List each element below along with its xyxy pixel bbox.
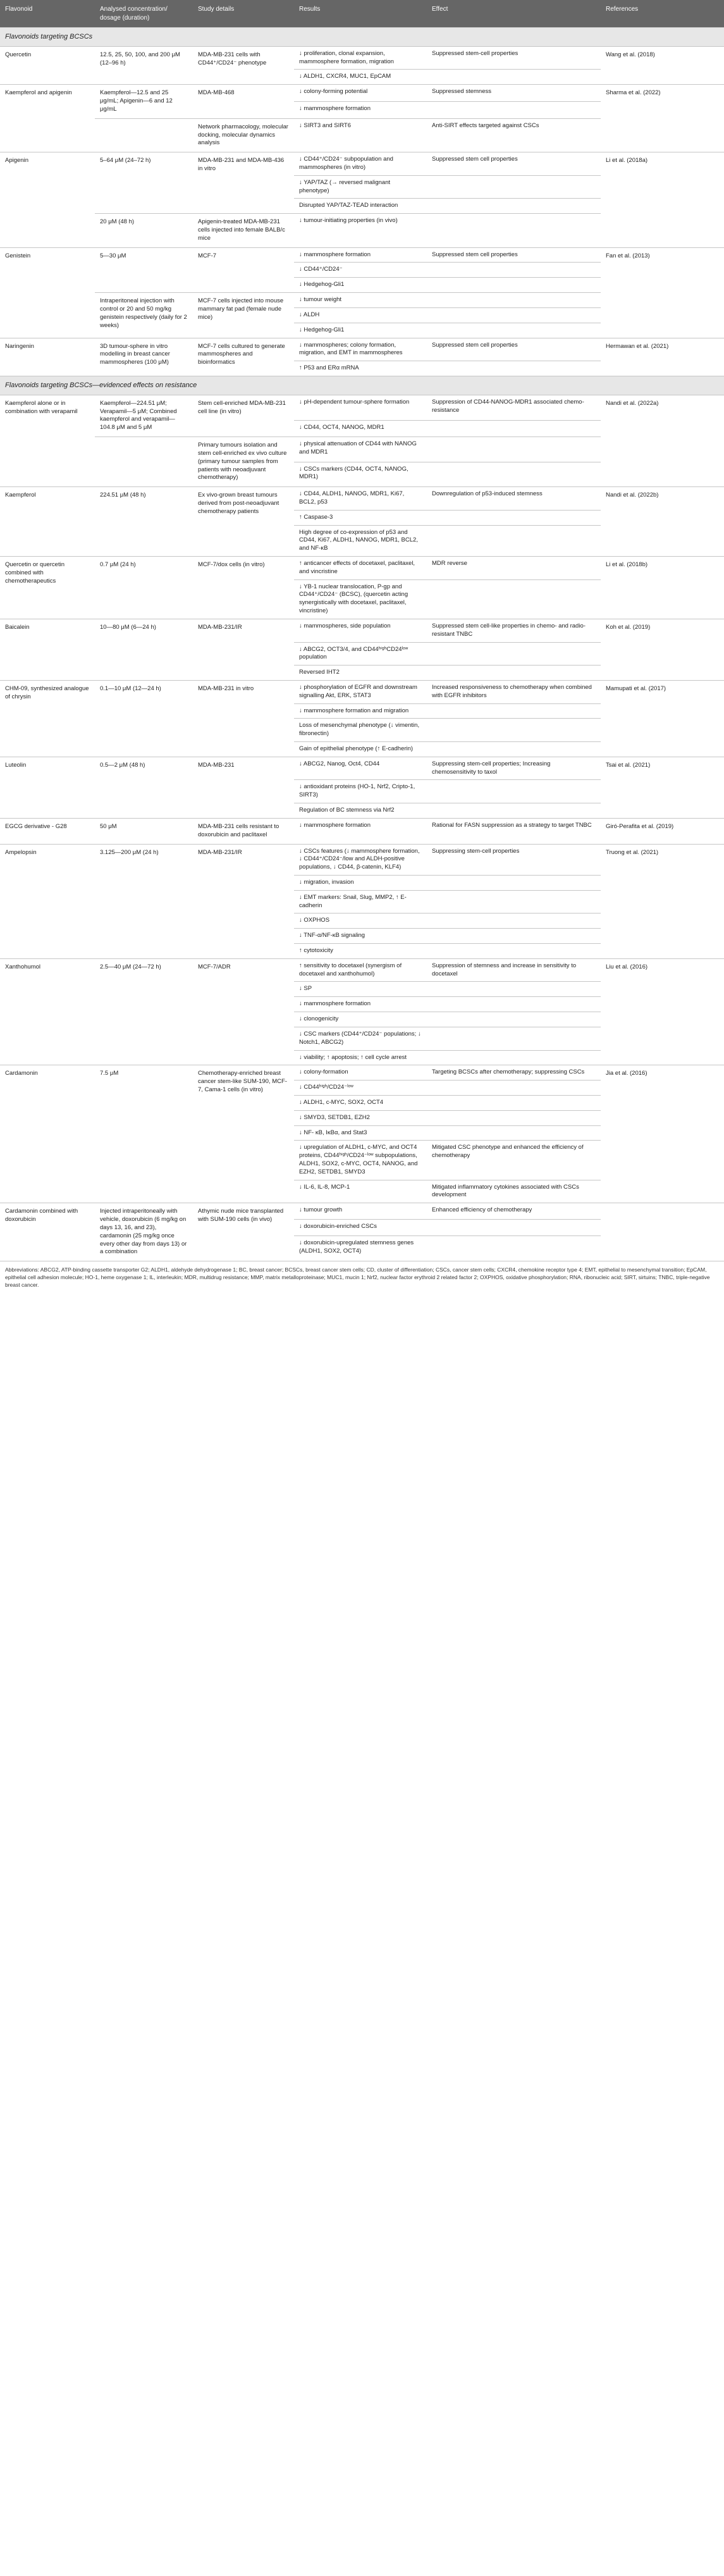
flavonoid-cell: Genistein [0,247,95,338]
concentration-cell: 7.5 μM [95,1065,193,1203]
study-details-cell: Primary tumours isolation and stem cell-enriched ex vivo culture (primary tumour samples from patients with neoadjuvant chemotherapy) [193,437,294,487]
result-cell: ↓ SMYD3, SETDB1, EZH2 [294,1110,427,1125]
flavonoid-cell: Apigenin [0,152,95,248]
concentration-cell [95,437,193,487]
result-cell: ↓ Hedgehog-Gli1 [294,323,427,338]
effect-cell: Enhanced efficiency of chemotherapy [427,1203,601,1220]
concentration-cell: 5—30 μM [95,247,193,292]
table-row [0,1065,724,1081]
study-details-cell: MDA-MB-231 cells resistant to doxorubicin and paclitaxel [193,818,294,844]
header-effect: Effect [427,0,601,28]
result-cell: ↓ mammosphere formation [294,247,427,263]
result-cell: ↓ upregulation of ALDH1, c-MYC, and OCT4 proteins, CD44ʰⁱᵍʰ/CD24⁻ˡᵒʷ subpopulations, ALDH1, SOX2, c-MYC, OCT4, NANOG, and EZH2, SETDB1, SMYD3 [294,1141,427,1180]
effect-cell [427,323,601,338]
effect-cell [427,1095,601,1110]
study-details-cell: MCF-7 cells cultured to generate mammospheres and bioinformatics [193,338,294,376]
reference-cell: Koh et al. (2019) [601,619,724,680]
effect-cell: Suppressing stem-cell properties; Increasing chemosensitivity to taxol [427,757,601,780]
result-cell: ↓ OXPHOS [294,913,427,929]
table-body [0,28,724,1261]
result-cell: ↓ colony-formation [294,1065,427,1081]
section-header-row [0,28,724,47]
concentration-cell: 3D tumour-sphere in vitro modelling in breast cancer mammospheres (100 μM) [95,338,193,376]
effect-cell: Mitigated inflammatory cytokines associated with CSCs development [427,1180,601,1203]
result-cell: ↓ mammosphere formation [294,818,427,844]
result-cell: ↓ doxorubicin-enriched CSCs [294,1220,427,1236]
table-row [0,818,724,844]
table-row [0,844,724,875]
flavonoid-cell: Baicalein [0,619,95,680]
result-cell: ↓ mammospheres; colony formation, migration, and EMT in mammospheres [294,338,427,361]
effect-cell [427,278,601,293]
result-cell: ↓ CD44⁺/CD24⁻ [294,263,427,278]
concentration-cell: 0.1—10 μM (12—24 h) [95,680,193,757]
effect-cell [427,929,601,944]
table-row [0,395,724,420]
table-row [0,152,724,176]
study-details-cell: MDA-MB-231/IR [193,619,294,680]
effect-cell: Suppressing stem-cell properties [427,844,601,875]
effect-cell [427,361,601,376]
effect-cell [427,666,601,681]
effect-cell: Mitigated CSC phenotype and enhanced the efficiency of chemotherapy [427,1141,601,1180]
result-cell: ↓ IL-6, IL-8, MCP-1 [294,1180,427,1203]
abbreviations-footnote: Abbreviations: ABCG2, ATP-binding cassette transporter G2; ALDH1, aldehyde dehydrogenase 1; BC, breast cancer; BCSCs, breast cancer stem cells; CD, cluster of differentiation; CSCs, cancer stem cells; CXCR4, chemokine receptor type 4; EMT, epithelial to mesenchymal transition; EpCAM, epithelial cell adhesion molecule; HO-1, heme oxygenase 1; IL, interleukin; MDR, multidrug resistance; MMP, matrix metalloproteinase; MUC1, mucin 1; Nrf2, nuclear factor erythroid 2 related factor 2; OXPHOS, oxidative phosphorylation; RNA, ribonucleic acid; SIRT, sirtuins; TNBC, triple-negative breast cancer. [5,1266,710,1288]
flavonoid-cell: Luteolin [0,757,95,818]
study-details-cell: Ex vivo-grown breast tumours derived from post-neoadjuvant chemotherapy patients [193,487,294,557]
effect-cell [427,719,601,742]
result-cell: ↓ mammosphere formation and migration [294,703,427,719]
effect-cell [427,642,601,666]
table-row [0,757,724,780]
table-row [0,958,724,982]
flavonoid-cell: Kaempferol [0,487,95,557]
effect-cell [427,1110,601,1125]
table-row [0,619,724,642]
effect-cell [427,742,601,757]
study-details-cell: MCF-7/dox cells (in vitro) [193,557,294,619]
table-row [0,46,724,70]
reference-cell: Sharma et al. (2022) [601,85,724,152]
concentration-cell: 50 μM [95,818,193,844]
table-row [0,1203,724,1220]
result-cell: ↓ CD44, OCT4, NANOG, MDR1 [294,420,427,437]
result-cell: ↓ viability; ↑ apoptosis; ↑ cell cycle arrest [294,1050,427,1065]
flavonoid-cell: Kaempferol alone or in combination with verapamil [0,395,95,486]
reference-cell: Nandi et al. (2022b) [601,487,724,557]
result-cell: ↑ anticancer effects of docetaxel, paclitaxel, and vincristine [294,557,427,580]
study-details-cell: MDA-MB-231 and MDA-MB-436 in vitro [193,152,294,214]
reference-cell: Tsai et al. (2021) [601,757,724,818]
effect-cell: MDR reverse [427,557,601,580]
result-cell: ↓ antioxidant proteins (HO-1, Nrf2, Cripto-1, SIRT3) [294,780,427,803]
concentration-cell: 10—80 μM (6—24 h) [95,619,193,680]
flavonoid-cell: Xanthohumol [0,958,95,1065]
table-row [0,680,724,703]
reference-cell: Jia et al. (2016) [601,1065,724,1203]
effect-cell [427,703,601,719]
effect-cell [427,525,601,556]
reference-cell: Mamupati et al. (2017) [601,680,724,757]
concentration-cell: 12.5, 25, 50, 100, and 200 μM (12–96 h) [95,46,193,84]
result-cell: ↑ sensitivity to docetaxel (synergism of docetaxel and xanthohumol) [294,958,427,982]
effect-cell: Rational for FASN suppression as a strategy to target TNBC [427,818,601,844]
effect-cell [427,780,601,803]
study-details-cell: MDA-MB-231/IR [193,844,294,958]
reference-cell: Liu et al. (2016) [601,958,724,1065]
study-details-cell: Athymic nude mice transplanted with SUM-190 cells (in vivo) [193,1203,294,1261]
reference-cell: Fan et al. (2013) [601,247,724,338]
study-details-cell: MDA-MB-231 cells with CD44⁺/CD24⁻ phenotype [193,46,294,84]
flavonoid-table [0,0,724,1261]
reference-cell: Wang et al. (2018) [601,46,724,84]
effect-cell: Suppression of stemness and increase in sensitivity to docetaxel [427,958,601,982]
study-details-cell: MCF-7 [193,247,294,292]
result-cell: ↓ doxorubicin-upregulated stemness genes (ALDH1, SOX2, OCT4) [294,1236,427,1261]
result-cell: ↓ NF- κB, IκBα, and Stat3 [294,1125,427,1141]
result-cell: ↓ mammospheres, side population [294,619,427,642]
result-cell: ↓ CD44⁺/CD24⁻ subpopulation and mammospheres (in vitro) [294,152,427,176]
reference-cell: Truong et al. (2021) [601,844,724,958]
result-cell: ↓ SIRT3 and SIRT6 [294,118,427,152]
concentration-cell: 224.51 μM (48 h) [95,487,193,557]
result-cell: ↓ colony-forming potential [294,85,427,102]
effect-cell: Downregulation of p53-induced stemness [427,487,601,511]
result-cell: ↑ cytotoxicity [294,944,427,959]
effect-cell [427,913,601,929]
effect-cell: Suppressed stem cell properties [427,247,601,263]
result-cell: ↓ Hedgehog-Gli1 [294,278,427,293]
effect-cell [427,175,601,199]
concentration-cell: 5–64 μM (24–72 h) [95,152,193,214]
table-row [0,557,724,580]
result-cell: ↓ YAP/TAZ (→ reversed malignant phenotype) [294,175,427,199]
study-details-cell: MDA-MB-468 [193,85,294,118]
header-study-details: Study details [193,0,294,28]
result-cell: Loss of mesenchymal phenotype (↓ vimentin, fibronectin) [294,719,427,742]
concentration-cell: 20 μM (48 h) [95,214,193,247]
header-references: References [601,0,724,28]
effect-cell: Suppressed stem cell-like properties in chemo- and radio-resistant TNBC [427,619,601,642]
flavonoid-cell: Ampelopsin [0,844,95,958]
section-title: Flavonoids targeting BCSCs [0,28,724,47]
section-header-row [0,376,724,395]
table-row [0,487,724,511]
effect-cell [427,803,601,819]
result-cell: ↓ proliferation, clonal expansion, mammosphere formation, migration [294,46,427,70]
effect-cell [427,944,601,959]
reference-cell: Li et al. (2018a) [601,152,724,248]
table-row [0,85,724,102]
concentration-cell: Injected intraperitoneally with vehicle, doxorubicin (6 mg/kg on days 13, 16, and 23), cardamonin (25 mg/kg once every other day from days 13) or a combination [95,1203,193,1261]
result-cell: ↓ CSCs markers (CD44, OCT4, NANOG, MDR1) [294,462,427,487]
flavonoid-cell: Quercetin or quercetin combined with chemotherapeutics [0,557,95,619]
effect-cell [427,1236,601,1261]
result-cell: ↓ tumour growth [294,1203,427,1220]
reference-cell: Hermawan et al. (2021) [601,338,724,376]
effect-cell [427,1050,601,1065]
header-concentration: Analysed concentration/ dosage (duration) [95,0,193,28]
effect-cell [427,420,601,437]
effect-cell: Suppressed stem cell properties [427,152,601,176]
concentration-cell: Kaempferol—12.5 and 25 μg/mL; Apigenin—6 and 12 μg/mL [95,85,193,118]
reference-cell: Giró-Perafita et al. (2019) [601,818,724,844]
result-cell: Disrupted YAP/TAZ-TEAD interaction [294,199,427,214]
effect-cell [427,890,601,913]
result-cell: ↓ SP [294,982,427,997]
concentration-cell: 0.7 μM (24 h) [95,557,193,619]
header-results: Results [294,0,427,28]
result-cell: ↓ migration, invasion [294,875,427,890]
effect-cell [427,982,601,997]
study-details-cell: Stem cell-enriched MDA-MB-231 cell line (in vitro) [193,395,294,437]
result-cell: High degree of co-expression of p53 and CD44, Ki67, ALDH1, NANOG, MDR1, BCL2, and NF-κB [294,525,427,556]
concentration-cell [95,118,193,152]
result-cell: ↓ ALDH1, CXCR4, MUC1, EpCAM [294,70,427,85]
concentration-cell: 3.125—200 μM (24 h) [95,844,193,958]
result-cell: ↓ TNF-α/NF-κB signaling [294,929,427,944]
result-cell: ↓ pH-dependent tumour-sphere formation [294,395,427,420]
result-cell: ↓ tumour-initiating properties (in vivo) [294,214,427,247]
flavonoid-cell: Quercetin [0,46,95,84]
flavonoid-cell: EGCG derivative - G28 [0,818,95,844]
study-details-cell: Chemotherapy-enriched breast cancer stem-like SUM-190, MCF-7, Cama-1 cells (in vitro) [193,1065,294,1203]
study-details-cell: MDA-MB-231 [193,757,294,818]
result-cell: ↓ clonogenicity [294,1012,427,1027]
effect-cell: Increased responsiveness to chemotherapy when combined with EGFR inhibitors [427,680,601,703]
effect-cell [427,437,601,462]
effect-cell: Anti-SIRT effects targeted against CSCs [427,118,601,152]
study-details-cell: Network pharmacology, molecular docking, molecular dynamics analysis [193,118,294,152]
effect-cell: Suppression of CD44-NANOG-MDR1 associated chemo-resistance [427,395,601,420]
result-cell: Gain of epithelial phenotype (↑ E-cadherin) [294,742,427,757]
effect-cell [427,307,601,323]
result-cell: ↓ mammosphere formation [294,102,427,119]
effect-cell: Suppressed stem-cell properties [427,46,601,70]
result-cell: ↓ CD44, ALDH1, NANOG, MDR1, Ki67, BCL2, p53 [294,487,427,511]
effect-cell [427,1125,601,1141]
effect-cell [427,1220,601,1236]
study-details-cell: Apigenin-treated MDA-MB-231 cells injected into female BALB/c mice [193,214,294,247]
result-cell: ↓ CSCs features (↓ mammosphere formation, ↓ CD44⁺/CD24⁻/low and ALDH-positive populations, ↓ CD44, β-catenin, KLF4) [294,844,427,875]
effect-cell: Targeting BCSCs after chemotherapy; suppressing CSCs [427,1065,601,1081]
result-cell: ↑ Caspase-3 [294,510,427,525]
effect-cell [427,997,601,1012]
concentration-cell: Kaempferol—224.51 μM; Verapamil—5 μM; Combined kaempferol and verapamil—104.8 μM and 5 μM [95,395,193,437]
result-cell: ↓ ALDH [294,307,427,323]
header-flavonoid: Flavonoid [0,0,95,28]
result-cell: Reversed IHT2 [294,666,427,681]
section-title: Flavonoids targeting BCSCs—evidenced effects on resistance [0,376,724,395]
result-cell: ↓ tumour weight [294,293,427,308]
effect-cell: Suppressed stemness [427,85,601,102]
study-details-cell: MCF-7 cells injected into mouse mammary fat pad (female nude mice) [193,293,294,338]
result-cell: Regulation of BC stemness via Nrf2 [294,803,427,819]
effect-cell [427,214,601,247]
result-cell: ↓ CD44ʰⁱᵍʰ/CD24⁻ˡᵒʷ [294,1081,427,1096]
effect-cell [427,1081,601,1096]
table-header-row [0,0,724,28]
result-cell: ↓ ALDH1, c-MYC, SOX2, OCT4 [294,1095,427,1110]
study-details-cell: MDA-MB-231 in vitro [193,680,294,757]
result-cell: ↓ EMT markers: Snail, Slug, MMP2, ↑ E-cadherin [294,890,427,913]
effect-cell [427,70,601,85]
result-cell: ↓ physical attenuation of CD44 with NANOG and MDR1 [294,437,427,462]
result-cell: ↓ CSC markers (CD44⁺/CD24⁻ populations; ↓ Notch1, ABCG2) [294,1027,427,1050]
effect-cell [427,293,601,308]
result-cell: ↓ ABCG2, OCT3/4, and CD44ʰⁱᵍʰCD24ˡᵒʷ population [294,642,427,666]
result-cell: ↓ YB-1 nuclear translocation, P-gp and CD44⁺/CD24⁻ (BCSC), (quercetin acting synergistically with docetaxel, paclitaxel, vincristine) [294,579,427,619]
effect-cell: Suppressed stem cell properties [427,338,601,361]
result-cell: ↓ ABCG2, Nanog, Oct4, CD44 [294,757,427,780]
table-row [0,338,724,361]
effect-cell [427,102,601,119]
concentration-cell: Intraperitoneal injection with control or 20 and 50 mg/kg genistein respectively (daily for 2 weeks) [95,293,193,338]
effect-cell [427,579,601,619]
study-details-cell: MCF-7/ADR [193,958,294,1065]
effect-cell [427,1012,601,1027]
effect-cell [427,1027,601,1050]
reference-cell: Li et al. (2018b) [601,557,724,619]
reference-cell: Nandi et al. (2022a) [601,395,724,486]
effect-cell [427,462,601,487]
effect-cell [427,510,601,525]
effect-cell [427,199,601,214]
flavonoid-cell: Naringenin [0,338,95,376]
concentration-cell: 0.5—2 μM (48 h) [95,757,193,818]
effect-cell [427,263,601,278]
flavonoid-cell: CHM-09, synthesized analogue of chrysin [0,680,95,757]
result-cell: ↑ P53 and ERα mRNA [294,361,427,376]
flavonoid-cell: Cardamonin [0,1065,95,1203]
flavonoid-cell: Cardamonin combined with doxorubicin [0,1203,95,1261]
reference-cell [601,1203,724,1261]
result-cell: ↓ phosphorylation of EGFR and downstream signalling Akt, ERK, STAT3 [294,680,427,703]
flavonoid-cell: Kaempferol and apigenin [0,85,95,152]
table-row [0,247,724,263]
effect-cell [427,875,601,890]
concentration-cell: 2.5—40 μM (24—72 h) [95,958,193,1065]
result-cell: ↓ mammosphere formation [294,997,427,1012]
